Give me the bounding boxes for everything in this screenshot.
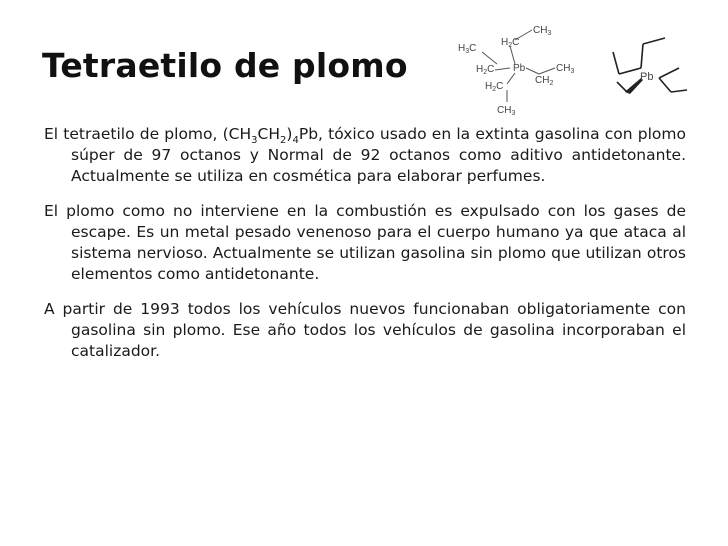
h2c-top-label: $H_2C$	[501, 37, 520, 49]
ch3-bottom-label: $CH_3$	[497, 105, 516, 117]
h2c-bottom-label: $H_2C$	[485, 81, 504, 93]
ch2-right-label: $CH_2$	[535, 75, 554, 87]
slide-title: Tetraetilo de plomo	[42, 46, 408, 85]
skeletal-pb-label: Pb	[640, 71, 654, 83]
paragraph-2: El plomo como no interviene en la combustión es expulsado con los gases de escape. Es un metal pesado venenoso para el cuerpo humano ya que ataca al sistema nervioso. Actualmente se utilizan gasolina sin plomo que utilizan otros elementos como antidetonante.	[44, 202, 686, 283]
h2c-left-label: $H_2C$	[476, 64, 495, 76]
paragraph-1: El tetraetilo de plomo, $(CH_3CH_2)_4Pb$, tóxico usado en la extinta gasolina con plomo súper de 97 octanos y Normal de 92 octanos como aditivo antidetonante. Actualmente se utiliza en cosmética para elaborar perfumes.	[44, 125, 686, 185]
h3c-left-label: $H_3C$	[458, 43, 477, 55]
structural-formula-diagram	[455, 18, 595, 120]
skeletal-formula-diagram	[603, 34, 689, 100]
pb-atom-label: Pb	[513, 63, 526, 74]
paragraph-3: A partir de 1993 todos los vehículos nuevos funcionaban obligatoriamente con gasolina sin plomo. Ese año todos los vehículos de gasolina incorporaban el catalizador.	[44, 300, 686, 360]
ch3-right-label: $CH_3$	[556, 63, 575, 75]
ch3-top-label: $CH_3$	[533, 25, 552, 37]
slide-body	[44, 124, 686, 376]
